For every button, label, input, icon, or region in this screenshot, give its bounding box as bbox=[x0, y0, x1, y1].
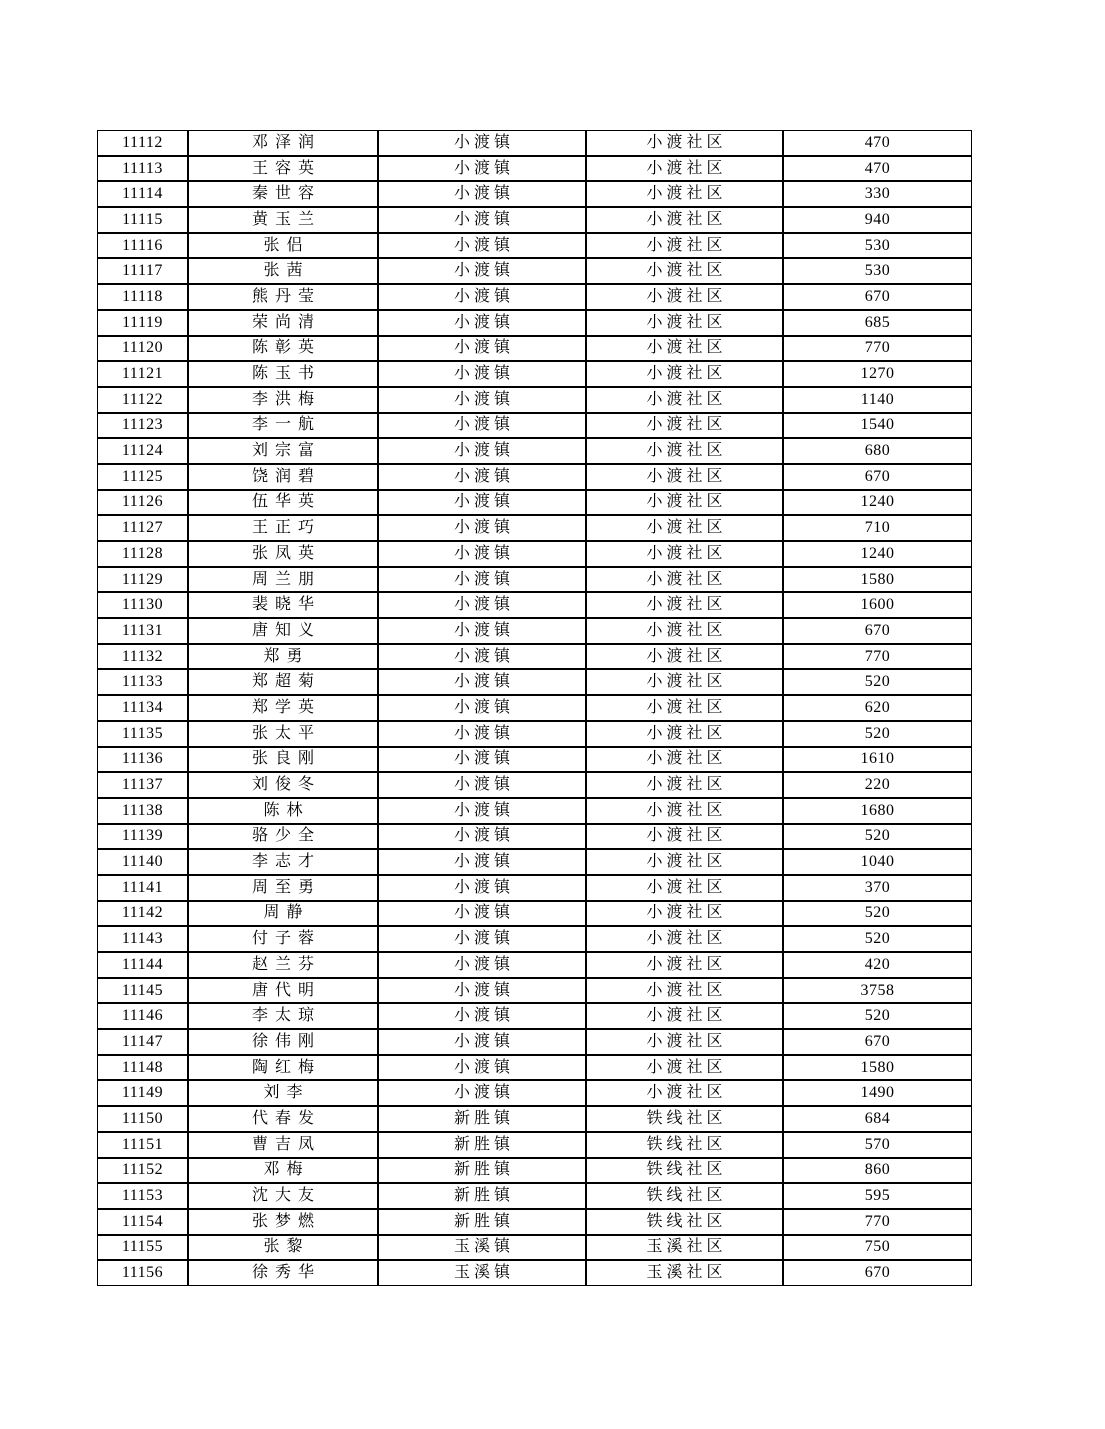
table-row bbox=[97, 721, 972, 747]
cell-person-name: 曹吉凤 bbox=[188, 1132, 378, 1158]
cell-community: 小渡社区 bbox=[586, 336, 783, 362]
cell-community: 小渡社区 bbox=[586, 541, 783, 567]
cell-amount: 860 bbox=[783, 1158, 972, 1184]
cell-amount: 1610 bbox=[783, 747, 972, 773]
table-row bbox=[97, 1158, 972, 1184]
cell-person-name: 黄玉兰 bbox=[188, 207, 378, 233]
cell-person-name: 张黎 bbox=[188, 1235, 378, 1261]
cell-person-name: 郑勇 bbox=[188, 644, 378, 670]
cell-community: 小渡社区 bbox=[586, 284, 783, 310]
cell-person-name: 陈彰英 bbox=[188, 336, 378, 362]
table-row bbox=[97, 413, 972, 439]
cell-town: 小渡镇 bbox=[378, 1029, 586, 1055]
cell-record-id: 11152 bbox=[97, 1158, 188, 1184]
table-row bbox=[97, 1055, 972, 1081]
cell-community: 小渡社区 bbox=[586, 592, 783, 618]
cell-town: 小渡镇 bbox=[378, 361, 586, 387]
cell-amount: 570 bbox=[783, 1132, 972, 1158]
table-row bbox=[97, 1235, 972, 1261]
cell-person-name: 付子蓉 bbox=[188, 926, 378, 952]
cell-community: 小渡社区 bbox=[586, 413, 783, 439]
cell-town: 小渡镇 bbox=[378, 926, 586, 952]
table-row bbox=[97, 438, 972, 464]
cell-person-name: 荣尚清 bbox=[188, 310, 378, 336]
cell-community: 玉溪社区 bbox=[586, 1260, 783, 1286]
cell-record-id: 11145 bbox=[97, 978, 188, 1004]
cell-record-id: 11119 bbox=[97, 310, 188, 336]
cell-record-id: 11127 bbox=[97, 515, 188, 541]
cell-record-id: 11126 bbox=[97, 490, 188, 516]
cell-record-id: 11125 bbox=[97, 464, 188, 490]
cell-record-id: 11146 bbox=[97, 1003, 188, 1029]
table-row bbox=[97, 926, 972, 952]
table-row bbox=[97, 541, 972, 567]
cell-amount: 1040 bbox=[783, 849, 972, 875]
cell-amount: 520 bbox=[783, 669, 972, 695]
table-row bbox=[97, 644, 972, 670]
cell-town: 小渡镇 bbox=[378, 464, 586, 490]
table-row bbox=[97, 490, 972, 516]
cell-amount: 595 bbox=[783, 1183, 972, 1209]
cell-town: 玉溪镇 bbox=[378, 1235, 586, 1261]
cell-record-id: 11114 bbox=[97, 181, 188, 207]
cell-amount: 1540 bbox=[783, 413, 972, 439]
table-row bbox=[97, 361, 972, 387]
cell-community: 小渡社区 bbox=[586, 695, 783, 721]
cell-town: 小渡镇 bbox=[378, 644, 586, 670]
cell-record-id: 11120 bbox=[97, 336, 188, 362]
cell-town: 小渡镇 bbox=[378, 233, 586, 259]
cell-community: 小渡社区 bbox=[586, 618, 783, 644]
cell-amount: 520 bbox=[783, 1003, 972, 1029]
cell-person-name: 李志才 bbox=[188, 849, 378, 875]
cell-record-id: 11135 bbox=[97, 721, 188, 747]
cell-town: 小渡镇 bbox=[378, 336, 586, 362]
cell-community: 小渡社区 bbox=[586, 181, 783, 207]
cell-town: 小渡镇 bbox=[378, 798, 586, 824]
cell-community: 小渡社区 bbox=[586, 361, 783, 387]
cell-person-name: 邓泽润 bbox=[188, 130, 378, 156]
cell-amount: 680 bbox=[783, 438, 972, 464]
cell-record-id: 11141 bbox=[97, 875, 188, 901]
cell-record-id: 11140 bbox=[97, 849, 188, 875]
cell-person-name: 唐知义 bbox=[188, 618, 378, 644]
table-row bbox=[97, 284, 972, 310]
cell-community: 小渡社区 bbox=[586, 824, 783, 850]
cell-community: 小渡社区 bbox=[586, 258, 783, 284]
cell-amount: 530 bbox=[783, 233, 972, 259]
cell-amount: 1680 bbox=[783, 798, 972, 824]
cell-community: 小渡社区 bbox=[586, 978, 783, 1004]
cell-community: 小渡社区 bbox=[586, 952, 783, 978]
cell-town: 小渡镇 bbox=[378, 181, 586, 207]
cell-community: 小渡社区 bbox=[586, 567, 783, 593]
cell-record-id: 11154 bbox=[97, 1209, 188, 1235]
cell-amount: 520 bbox=[783, 926, 972, 952]
cell-record-id: 11150 bbox=[97, 1106, 188, 1132]
cell-community: 小渡社区 bbox=[586, 926, 783, 952]
cell-community: 小渡社区 bbox=[586, 901, 783, 927]
cell-person-name: 伍华英 bbox=[188, 490, 378, 516]
cell-town: 小渡镇 bbox=[378, 849, 586, 875]
cell-record-id: 11151 bbox=[97, 1132, 188, 1158]
records-table-body bbox=[97, 130, 972, 1286]
table-row bbox=[97, 181, 972, 207]
cell-town: 小渡镇 bbox=[378, 207, 586, 233]
table-row bbox=[97, 1106, 972, 1132]
table-row bbox=[97, 233, 972, 259]
cell-amount: 1140 bbox=[783, 387, 972, 413]
table-row bbox=[97, 695, 972, 721]
cell-amount: 370 bbox=[783, 875, 972, 901]
cell-amount: 1240 bbox=[783, 541, 972, 567]
cell-amount: 520 bbox=[783, 721, 972, 747]
table-row bbox=[97, 875, 972, 901]
cell-community: 小渡社区 bbox=[586, 515, 783, 541]
cell-community: 小渡社区 bbox=[586, 747, 783, 773]
table-row bbox=[97, 747, 972, 773]
cell-community: 铁线社区 bbox=[586, 1132, 783, 1158]
cell-community: 小渡社区 bbox=[586, 130, 783, 156]
cell-record-id: 11131 bbox=[97, 618, 188, 644]
table-row bbox=[97, 798, 972, 824]
cell-amount: 670 bbox=[783, 464, 972, 490]
cell-town: 小渡镇 bbox=[378, 669, 586, 695]
table-row bbox=[97, 592, 972, 618]
cell-person-name: 唐代明 bbox=[188, 978, 378, 1004]
cell-town: 小渡镇 bbox=[378, 387, 586, 413]
table-row bbox=[97, 567, 972, 593]
cell-community: 小渡社区 bbox=[586, 310, 783, 336]
cell-amount: 670 bbox=[783, 618, 972, 644]
table-row bbox=[97, 1260, 972, 1286]
cell-amount: 940 bbox=[783, 207, 972, 233]
cell-community: 铁线社区 bbox=[586, 1158, 783, 1184]
cell-person-name: 沈大友 bbox=[188, 1183, 378, 1209]
cell-person-name: 刘俊冬 bbox=[188, 772, 378, 798]
cell-amount: 750 bbox=[783, 1235, 972, 1261]
cell-amount: 670 bbox=[783, 284, 972, 310]
cell-person-name: 陶红梅 bbox=[188, 1055, 378, 1081]
cell-record-id: 11130 bbox=[97, 592, 188, 618]
cell-town: 小渡镇 bbox=[378, 978, 586, 1004]
cell-person-name: 张侣 bbox=[188, 233, 378, 259]
cell-town: 小渡镇 bbox=[378, 592, 586, 618]
table-row bbox=[97, 824, 972, 850]
table-row bbox=[97, 618, 972, 644]
table-row bbox=[97, 849, 972, 875]
cell-amount: 470 bbox=[783, 156, 972, 182]
cell-town: 小渡镇 bbox=[378, 130, 586, 156]
cell-person-name: 邓梅 bbox=[188, 1158, 378, 1184]
table-row bbox=[97, 156, 972, 182]
cell-record-id: 11129 bbox=[97, 567, 188, 593]
cell-amount: 530 bbox=[783, 258, 972, 284]
cell-town: 小渡镇 bbox=[378, 541, 586, 567]
cell-record-id: 11156 bbox=[97, 1260, 188, 1286]
cell-town: 小渡镇 bbox=[378, 567, 586, 593]
cell-community: 小渡社区 bbox=[586, 1055, 783, 1081]
cell-amount: 710 bbox=[783, 515, 972, 541]
cell-amount: 420 bbox=[783, 952, 972, 978]
cell-town: 小渡镇 bbox=[378, 1055, 586, 1081]
cell-town: 小渡镇 bbox=[378, 438, 586, 464]
cell-community: 小渡社区 bbox=[586, 156, 783, 182]
cell-community: 玉溪社区 bbox=[586, 1235, 783, 1261]
cell-record-id: 11113 bbox=[97, 156, 188, 182]
cell-record-id: 11118 bbox=[97, 284, 188, 310]
cell-amount: 1490 bbox=[783, 1080, 972, 1106]
cell-person-name: 李太琼 bbox=[188, 1003, 378, 1029]
cell-community: 小渡社区 bbox=[586, 721, 783, 747]
cell-amount: 684 bbox=[783, 1106, 972, 1132]
cell-person-name: 张良刚 bbox=[188, 747, 378, 773]
table-row bbox=[97, 1080, 972, 1106]
cell-community: 小渡社区 bbox=[586, 387, 783, 413]
cell-person-name: 李洪梅 bbox=[188, 387, 378, 413]
table-row bbox=[97, 258, 972, 284]
cell-person-name: 饶润碧 bbox=[188, 464, 378, 490]
cell-town: 小渡镇 bbox=[378, 952, 586, 978]
cell-community: 小渡社区 bbox=[586, 875, 783, 901]
cell-person-name: 陈林 bbox=[188, 798, 378, 824]
cell-record-id: 11117 bbox=[97, 258, 188, 284]
cell-record-id: 11136 bbox=[97, 747, 188, 773]
table-row bbox=[97, 772, 972, 798]
cell-amount: 330 bbox=[783, 181, 972, 207]
table-row bbox=[97, 336, 972, 362]
cell-amount: 1580 bbox=[783, 1055, 972, 1081]
cell-amount: 3758 bbox=[783, 978, 972, 1004]
cell-person-name: 徐伟刚 bbox=[188, 1029, 378, 1055]
cell-record-id: 11148 bbox=[97, 1055, 188, 1081]
cell-amount: 620 bbox=[783, 695, 972, 721]
cell-community: 铁线社区 bbox=[586, 1183, 783, 1209]
cell-record-id: 11128 bbox=[97, 541, 188, 567]
cell-person-name: 陈玉书 bbox=[188, 361, 378, 387]
cell-record-id: 11122 bbox=[97, 387, 188, 413]
cell-community: 小渡社区 bbox=[586, 1029, 783, 1055]
cell-record-id: 11112 bbox=[97, 130, 188, 156]
cell-town: 小渡镇 bbox=[378, 284, 586, 310]
cell-town: 小渡镇 bbox=[378, 618, 586, 644]
cell-record-id: 11133 bbox=[97, 669, 188, 695]
cell-person-name: 熊丹莹 bbox=[188, 284, 378, 310]
cell-person-name: 李一航 bbox=[188, 413, 378, 439]
cell-record-id: 11123 bbox=[97, 413, 188, 439]
cell-community: 小渡社区 bbox=[586, 669, 783, 695]
cell-person-name: 代春发 bbox=[188, 1106, 378, 1132]
cell-person-name: 张凤英 bbox=[188, 541, 378, 567]
cell-amount: 670 bbox=[783, 1260, 972, 1286]
cell-town: 小渡镇 bbox=[378, 721, 586, 747]
table-row bbox=[97, 952, 972, 978]
cell-amount: 1270 bbox=[783, 361, 972, 387]
cell-amount: 670 bbox=[783, 1029, 972, 1055]
cell-town: 小渡镇 bbox=[378, 695, 586, 721]
cell-amount: 520 bbox=[783, 901, 972, 927]
cell-amount: 1600 bbox=[783, 592, 972, 618]
cell-community: 小渡社区 bbox=[586, 207, 783, 233]
table-row bbox=[97, 1183, 972, 1209]
cell-record-id: 11144 bbox=[97, 952, 188, 978]
cell-town: 新胜镇 bbox=[378, 1132, 586, 1158]
cell-town: 小渡镇 bbox=[378, 901, 586, 927]
table-row bbox=[97, 207, 972, 233]
cell-town: 新胜镇 bbox=[378, 1209, 586, 1235]
cell-town: 玉溪镇 bbox=[378, 1260, 586, 1286]
cell-community: 小渡社区 bbox=[586, 1080, 783, 1106]
cell-record-id: 11142 bbox=[97, 901, 188, 927]
cell-record-id: 11153 bbox=[97, 1183, 188, 1209]
cell-person-name: 张太平 bbox=[188, 721, 378, 747]
cell-town: 新胜镇 bbox=[378, 1106, 586, 1132]
cell-community: 小渡社区 bbox=[586, 464, 783, 490]
cell-town: 小渡镇 bbox=[378, 490, 586, 516]
cell-person-name: 赵兰芬 bbox=[188, 952, 378, 978]
cell-town: 小渡镇 bbox=[378, 413, 586, 439]
cell-community: 小渡社区 bbox=[586, 233, 783, 259]
cell-person-name: 秦世容 bbox=[188, 181, 378, 207]
cell-town: 小渡镇 bbox=[378, 310, 586, 336]
cell-amount: 685 bbox=[783, 310, 972, 336]
cell-record-id: 11116 bbox=[97, 233, 188, 259]
table-row bbox=[97, 1029, 972, 1055]
table-row bbox=[97, 464, 972, 490]
cell-person-name: 王正巧 bbox=[188, 515, 378, 541]
cell-person-name: 刘李 bbox=[188, 1080, 378, 1106]
table-row bbox=[97, 978, 972, 1004]
cell-person-name: 王容英 bbox=[188, 156, 378, 182]
cell-record-id: 11139 bbox=[97, 824, 188, 850]
cell-person-name: 张梦燃 bbox=[188, 1209, 378, 1235]
cell-amount: 470 bbox=[783, 130, 972, 156]
cell-town: 小渡镇 bbox=[378, 875, 586, 901]
table-row bbox=[97, 901, 972, 927]
cell-record-id: 11155 bbox=[97, 1235, 188, 1261]
cell-amount: 770 bbox=[783, 336, 972, 362]
cell-amount: 1580 bbox=[783, 567, 972, 593]
cell-person-name: 郑超菊 bbox=[188, 669, 378, 695]
cell-person-name: 张茜 bbox=[188, 258, 378, 284]
cell-town: 小渡镇 bbox=[378, 156, 586, 182]
cell-amount: 770 bbox=[783, 644, 972, 670]
cell-community: 铁线社区 bbox=[586, 1106, 783, 1132]
cell-community: 小渡社区 bbox=[586, 644, 783, 670]
cell-person-name: 郑学英 bbox=[188, 695, 378, 721]
cell-amount: 1240 bbox=[783, 490, 972, 516]
cell-community: 小渡社区 bbox=[586, 1003, 783, 1029]
cell-community: 小渡社区 bbox=[586, 798, 783, 824]
table-row bbox=[97, 1209, 972, 1235]
cell-town: 小渡镇 bbox=[378, 1003, 586, 1029]
cell-town: 小渡镇 bbox=[378, 258, 586, 284]
cell-record-id: 11138 bbox=[97, 798, 188, 824]
cell-record-id: 11132 bbox=[97, 644, 188, 670]
table-row bbox=[97, 1132, 972, 1158]
cell-record-id: 11115 bbox=[97, 207, 188, 233]
cell-person-name: 骆少全 bbox=[188, 824, 378, 850]
cell-person-name: 刘宗富 bbox=[188, 438, 378, 464]
table-row bbox=[97, 1003, 972, 1029]
cell-town: 新胜镇 bbox=[378, 1158, 586, 1184]
cell-community: 小渡社区 bbox=[586, 849, 783, 875]
cell-person-name: 周静 bbox=[188, 901, 378, 927]
records-table bbox=[97, 130, 972, 1286]
cell-town: 小渡镇 bbox=[378, 747, 586, 773]
cell-community: 小渡社区 bbox=[586, 438, 783, 464]
cell-record-id: 11143 bbox=[97, 926, 188, 952]
cell-record-id: 11147 bbox=[97, 1029, 188, 1055]
cell-town: 新胜镇 bbox=[378, 1183, 586, 1209]
cell-town: 小渡镇 bbox=[378, 515, 586, 541]
cell-community: 小渡社区 bbox=[586, 772, 783, 798]
cell-town: 小渡镇 bbox=[378, 772, 586, 798]
table-row bbox=[97, 310, 972, 336]
cell-record-id: 11137 bbox=[97, 772, 188, 798]
cell-person-name: 徐秀华 bbox=[188, 1260, 378, 1286]
cell-amount: 220 bbox=[783, 772, 972, 798]
cell-community: 小渡社区 bbox=[586, 490, 783, 516]
cell-record-id: 11134 bbox=[97, 695, 188, 721]
cell-person-name: 裴晓华 bbox=[188, 592, 378, 618]
cell-record-id: 11121 bbox=[97, 361, 188, 387]
cell-amount: 770 bbox=[783, 1209, 972, 1235]
table-row bbox=[97, 669, 972, 695]
table-row bbox=[97, 515, 972, 541]
table-row bbox=[97, 130, 972, 156]
cell-person-name: 周至勇 bbox=[188, 875, 378, 901]
cell-person-name: 周兰朋 bbox=[188, 567, 378, 593]
cell-record-id: 11124 bbox=[97, 438, 188, 464]
cell-community: 铁线社区 bbox=[586, 1209, 783, 1235]
cell-town: 小渡镇 bbox=[378, 824, 586, 850]
cell-amount: 520 bbox=[783, 824, 972, 850]
cell-town: 小渡镇 bbox=[378, 1080, 586, 1106]
cell-record-id: 11149 bbox=[97, 1080, 188, 1106]
table-row bbox=[97, 387, 972, 413]
